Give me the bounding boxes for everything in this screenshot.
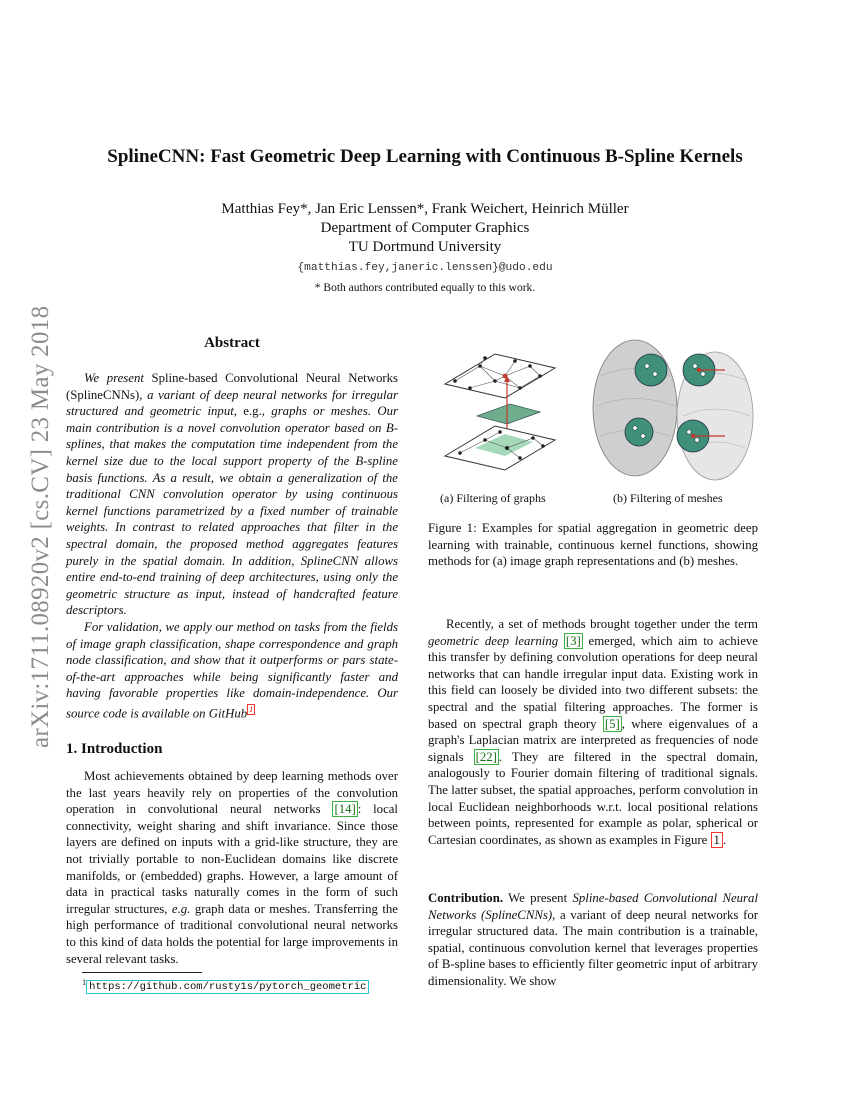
arxiv-stamp (18, 290, 58, 750)
arxiv-stamp-text: arXiv:1711.08920v2 [cs.CV] 23 May 2018 (27, 305, 54, 748)
author-emails: {matthias.fey,janeric.lenssen}@udo.edu (297, 262, 553, 274)
citation-3[interactable]: [3] (565, 633, 581, 648)
figure-subcaption-b: (b) Filtering of meshes (613, 491, 723, 505)
author-university: TU Dortmund University (348, 239, 502, 255)
equal-contribution-note: * Both authors contributed equally to this work. (314, 282, 536, 294)
mesh-filtering-illustration (593, 340, 753, 480)
footnote-rule (82, 972, 202, 973)
intro-heading: 1. Introduction (66, 741, 163, 757)
citation-5[interactable]: [5] (604, 716, 620, 731)
citation-14[interactable]: [14] (334, 802, 356, 817)
right-column-body (428, 616, 758, 848)
right-paragraph-1: Recently, a set of methods brought together under the term geometric deep learning [3] emerged, which aim to achieve this transfer by defining convolution operations for deep neural networks that can handle irregular input data. Existing work in this field can loosely be divided into two different subsets: the spectral and the spatial filtering approaches. The former is based on spectral graph theory [5] , where eigenvalues of a graph's Laplacian matrix are interpreted as frequencies of node signals [22] . They are filtered in the spectral domain, analogously to Fourier domain filtering of traditional signals. The latter subset, the spatial approaches, perform convolution in local Euclidean neighborhoods w.r.t. local positional relations between points, represented for example as polar, spherical or Cartesian coordinates, as shown as examples in Figure 1 . (428, 617, 759, 847)
figure-1-panels (425, 336, 759, 486)
figure-subcaption-a: (a) Filtering of graphs (440, 491, 546, 505)
author-department: Department of Computer Graphics (320, 220, 530, 236)
figure-1-svg (425, 336, 759, 486)
abstract-paragraph-2: For validation, we apply our method on tasks from the fields of image graph classification, shape correspondence and graph node classification, and show that it outperforms or pars state-of-the-art approaches while being significantly faster and having favorable properties like domain-independence. Our source code is available on GitHub $^1$ (66, 619, 398, 721)
author-names: Matthias Fey*, Jan Eric Lenssen*, Frank Weichert, Heinrich Müller (221, 201, 629, 217)
intro-body (66, 768, 398, 967)
abstract-paragraph-1: We present Spline-based Convolutional Neural Networks (SplineCNNs), a variant of deep neural networks for irregular structured and geometric input, e.g., graphs or meshes. Our main contribution is a novel convolution operator based on B-splines, that makes the computation time independent from the kernel size due to the local support property of the B-spline basis functions. As a result, we obtain a generalization of the traditional CNN convolution operator by using continuous kernel functions parametrized by a fixed number of trainable weights. In contrast to related approaches that filter in the spectral domain, the proposed method aggregates features purely in the spatial domain. In addition, SplineCNN allows entire end-to-end training of deep architectures, using only the geometric structure as input, instead of handcrafted feature descriptors. (66, 371, 399, 618)
github-url-link[interactable]: https://github.com/rusty1s/pytorch_geometric (86, 980, 369, 994)
footnote: $^1$ https://github.com/rusty1s/pytorch_geometric (82, 978, 369, 993)
figure-1-caption: Figure 1: Examples for spatial aggregation in geometric deep learning with trainable, continuous kernel functions, showing methods for (a) image graph representations and (b) meshes. (428, 521, 758, 569)
footnote-link[interactable]: 1 (249, 704, 254, 714)
graph-filtering-illustration (445, 354, 555, 470)
paper-title: SplineCNN: Fast Geometric Deep Learning with Continuous B-Spline Kernels (107, 146, 743, 167)
intro-paragraph-1: Most achievements obtained by deep learning methods over the last years heavily rely on properties of the convolution operation in convolutional neural networks [14] : local connectivity, weight sharing and shift invariance. Since those layers are defined on inputs with a grid-like structure, they are not trivially portable to non-Euclidean domains like discrete manifolds, or (embedded) graphs. However, a large amount of data in practical tasks naturally comes in the form of such irregular structures, e.g. graph data or meshes. Transferring the high performance of traditional convolutional neural networks to this kind of data holds the potential for large improvements in several relevant tasks. (66, 769, 398, 966)
figure-1-ref[interactable]: 1 (711, 832, 723, 848)
citation-22[interactable]: [22] (475, 749, 497, 764)
author-block (60, 200, 790, 257)
contribution-paragraph: Contribution. We present Spline-based Convolutional Neural Networks (SplineCNNs), a variant of deep neural networks for irregular structured data. The main contribution is a trainable, spatial, continuous convolution kernel that leverages properties of B-spline bases to efficiently filter geometric input of arbitrary dimensionality. We show (428, 891, 758, 988)
abstract-heading: Abstract (204, 335, 260, 351)
abstract-body (66, 370, 398, 722)
contribution-heading: Contribution. (428, 891, 504, 905)
